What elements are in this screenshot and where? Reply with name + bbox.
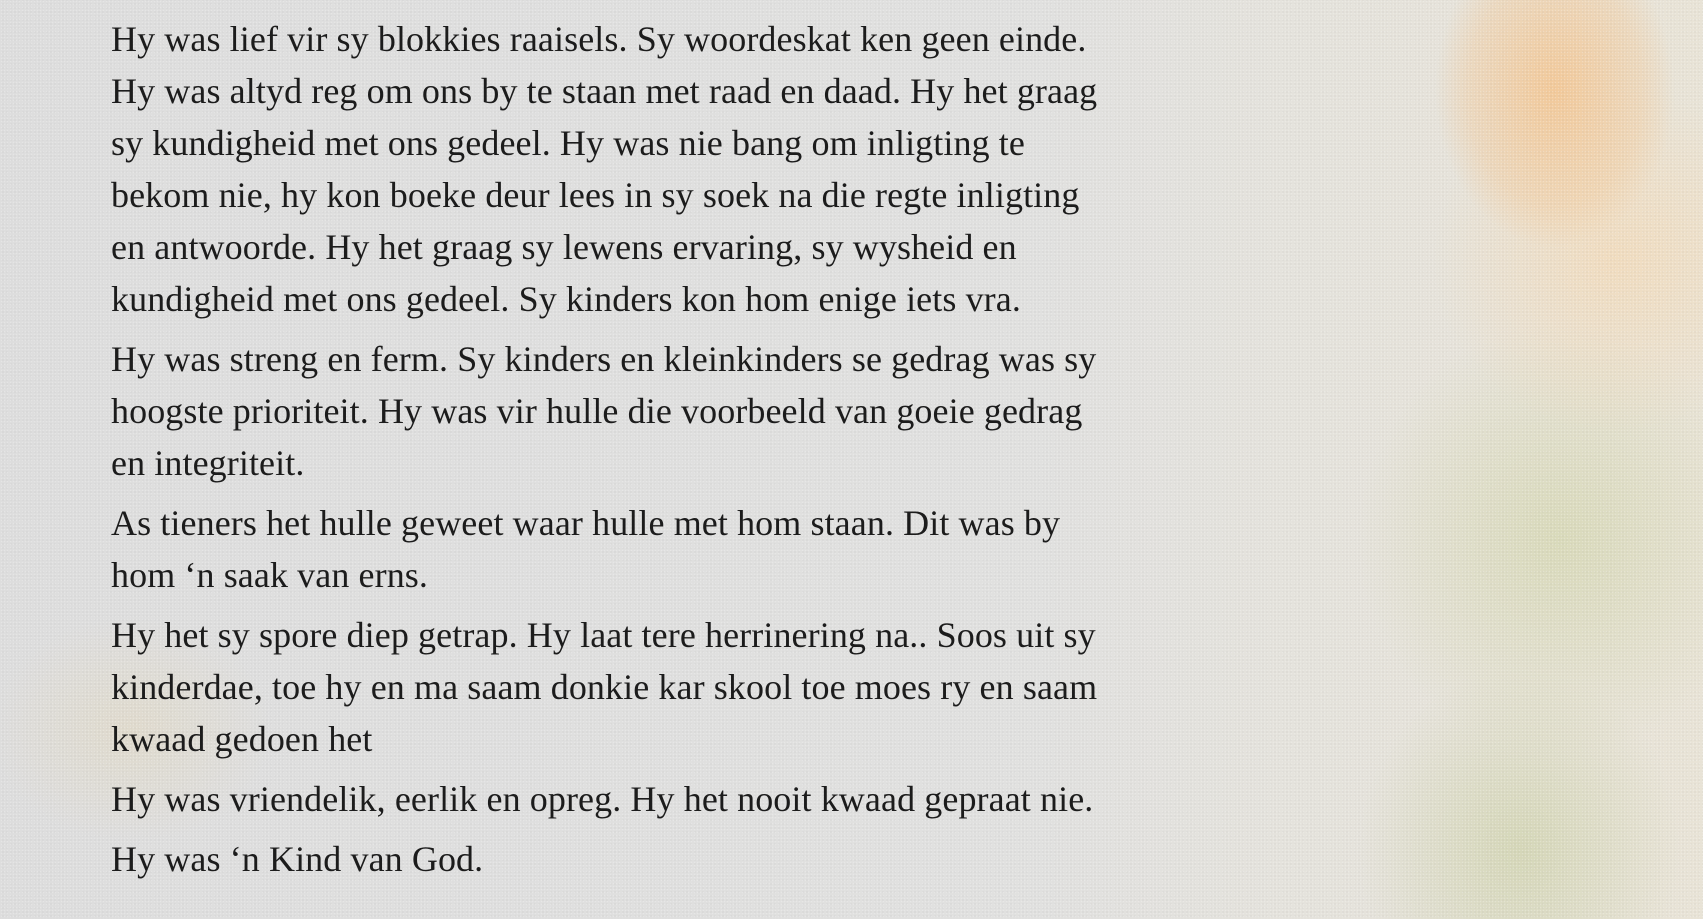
- text-line: kundigheid met ons gedeel. Sy kinders kon hom enige iets vra.: [111, 279, 1021, 319]
- paragraph-1: [111, 13, 1291, 325]
- paragraph-4: [111, 609, 1291, 765]
- paragraph-2: [111, 333, 1291, 489]
- text-line: As tieners het hulle geweet waar hulle met hom staan. Dit was by: [111, 503, 1061, 543]
- text-line: Hy was streng en ferm. Sy kinders en kleinkinders se gedrag was sy: [111, 339, 1097, 379]
- text-line: kinderdae, toe hy en ma saam donkie kar skool toe moes ry en saam: [111, 667, 1098, 707]
- text-body: [111, 13, 1291, 893]
- text-line: en integriteit.: [111, 443, 305, 483]
- text-line: hom ‘n saak van erns.: [111, 555, 429, 595]
- text-line: Hy was vriendelik, eerlik en opreg. Hy het nooit kwaad gepraat nie.: [111, 779, 1094, 819]
- text-line: Hy was lief vir sy blokkies raaisels. Sy woordeskat ken geen einde.: [111, 19, 1087, 59]
- paragraph-6: [111, 833, 1291, 885]
- text-line: kwaad gedoen het: [111, 719, 373, 759]
- text-line: Hy was altyd reg om ons by te staan met raad en daad. Hy het graag: [111, 71, 1098, 111]
- text-line: Hy was ‘n Kind van God.: [111, 839, 484, 879]
- text-line: bekom nie, hy kon boeke deur lees in sy soek na die regte inligting: [111, 175, 1080, 215]
- text-line: sy kundigheid met ons gedeel. Hy was nie bang om inligting te: [111, 123, 1025, 163]
- text-line: en antwoorde. Hy het graag sy lewens ervaring, sy wysheid en: [111, 227, 1017, 267]
- text-line: Hy het sy spore diep getrap. Hy laat tere herrinering na.. Soos uit sy: [111, 615, 1096, 655]
- paragraph-3: [111, 497, 1291, 601]
- text-line: hoogste prioriteit. Hy was vir hulle die voorbeeld van goeie gedrag: [111, 391, 1083, 431]
- paragraph-5: [111, 773, 1291, 825]
